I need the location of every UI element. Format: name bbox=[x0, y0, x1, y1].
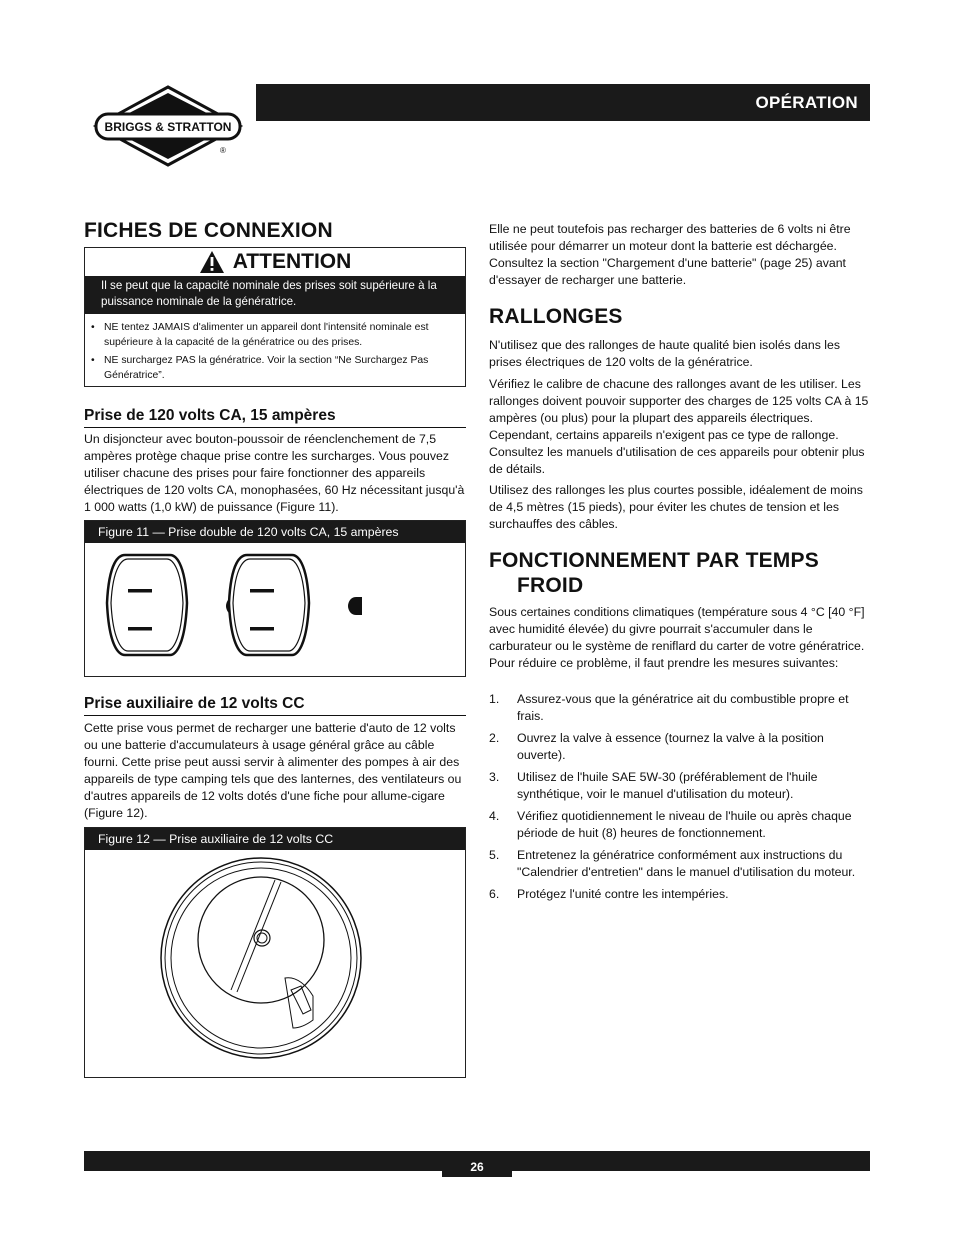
section-body-120v: Un disjoncteur avec bouton-poussoir de réenclenchement de 7,5 ampères protège chaque prise contre les surcharges. Vous pouvez utiliser chacune des prises pour faire fonctionner des appareils électriques de 120 volts CA, monophasées, 60 Hz nécessitant jusqu'à 1 000 watts (1,0 kW) de puissance (Figure 11). bbox=[84, 432, 465, 514]
attention-bullet: • NE surchargez PAS la génératrice. Voir la section “Ne Surchargez Pas Génératrice”. bbox=[91, 353, 457, 383]
right-intro: Elle ne peut toutefois pas recharger des batteries de 6 volts ni être utilisée pour démarrer un moteur dont la batterie est déchargée. Consultez la section "Chargement d'une batterie" (page 25) avant d'essayer de recharger une batterie. bbox=[489, 222, 851, 287]
rallonges-title: RALLONGES bbox=[489, 305, 623, 328]
attention-bullet: • NE tentez JAMAIS d'alimenter un appareil dont l'intensité nominale est supérieure à la capacité de la génératrice ou des prises. bbox=[91, 320, 457, 350]
figure-12-caption: Figure 12 — Prise auxiliaire de 12 volts CC bbox=[85, 828, 465, 850]
briggs-stratton-logo bbox=[92, 84, 244, 168]
page-number: 26 bbox=[442, 1151, 512, 1177]
figure-11-caption: Figure 11 — Prise double de 120 volts CA, 15 ampères bbox=[85, 521, 465, 543]
list-item: 2. Ouvrez la valve à essence (tournez la valve à la position ouverte). bbox=[489, 731, 824, 762]
figure-11 bbox=[84, 520, 466, 677]
list-item: 6. Protégez l'unité contre les intempéries. bbox=[489, 887, 729, 901]
list-item: 1. Assurez-vous que la génératrice ait du combustible propre et frais. bbox=[489, 692, 849, 723]
dc-outlet-illustration bbox=[85, 850, 464, 1076]
section-title: OPÉRATION bbox=[755, 92, 858, 112]
attention-warning: Il se peut que la capacité nominale des prises soit supérieure à la puissance nominale de la génératrice. bbox=[85, 276, 465, 314]
section-body-12v: Cette prise vous permet de recharger une batterie d'auto de 12 volts ou une batterie d'accumulateurs à usage général grâce au câble fourni. Cette prise peut aussi servir à alimenter des pompes à air des appareils de type camping tels que des lanternes, des ventilateurs ou d'autres appareils de 12 volts dotés d'une fiche pour allume-cigare (Figure 12). bbox=[84, 721, 462, 820]
logo-text: BRIGGS & STRATTON bbox=[104, 120, 232, 134]
registered-mark: ® bbox=[220, 146, 226, 155]
attention-box bbox=[84, 247, 466, 387]
duplex-outlet-illustration bbox=[85, 543, 464, 675]
cold-intro: Sous certaines conditions climatiques (température sous 4 °C [40 °F] avec humidité élevée) du givre pourrait s'accumuler dans le carburateur ou le système de reniflard du carter de votre génératrice. Pour réduire ce problème, il faut prendre les mesures suivantes: bbox=[489, 605, 865, 670]
attention-title: ATTENTION bbox=[232, 250, 352, 273]
figure-12 bbox=[84, 827, 466, 1078]
section-heading-12v: Prise auxiliaire de 12 volts CC bbox=[84, 694, 466, 716]
rallonges-p2: Vérifiez le calibre de chacune des rallonges avant de les utiliser. Les rallonges doivent pouvoir supporter des charges de 125 volts CA à 15 ampères (ou plus) pour la plupart des appareils électriques. Cependant, certains appareils n'exigent pas ce type de rallonge. Consultez les manuels d'utilisation de ces appareils pour obtenir plus de détails. bbox=[489, 377, 869, 476]
cold-title-line2: FROID bbox=[517, 574, 584, 597]
list-item: 4. Vérifiez quotidiennement le niveau de l'huile ou après chaque période de huit (8) heures de fonctionnement. bbox=[489, 809, 852, 840]
warning-triangle-icon bbox=[199, 250, 225, 274]
cold-title bbox=[489, 548, 872, 598]
attention-list bbox=[85, 314, 465, 383]
rallonges-p3: Utilisez des rallonges les plus courtes possible, idéalement de moins de 4,5 mètres (15 pieds), pour éviter les chutes de tension et les surchauffes des câbles. bbox=[489, 483, 863, 531]
rallonges-p1: N'utilisez que des rallonges de haute qualité bien isolés dans les prises électriques de 120 volts de la génératrice. bbox=[489, 338, 840, 369]
cold-steps bbox=[489, 691, 872, 908]
section-header bbox=[256, 84, 870, 121]
list-item: 5. Entretenez la génératrice conformément aux instructions du "Calendrier d'entretien" dans le manuel d'utilisation du moteur. bbox=[489, 848, 856, 879]
list-item: 3. Utilisez de l'huile SAE 5W-30 (préférablement de l'huile synthétique, voir le manuel d'utilisation du moteur). bbox=[489, 770, 818, 801]
attention-header bbox=[85, 248, 465, 276]
section-heading-120v: Prise de 120 volts CA, 15 ampères bbox=[84, 406, 466, 428]
cold-title-line1: FONCTIONNEMENT PAR TEMPS bbox=[489, 549, 819, 572]
fiches-title: FICHES DE CONNEXION bbox=[84, 219, 333, 242]
